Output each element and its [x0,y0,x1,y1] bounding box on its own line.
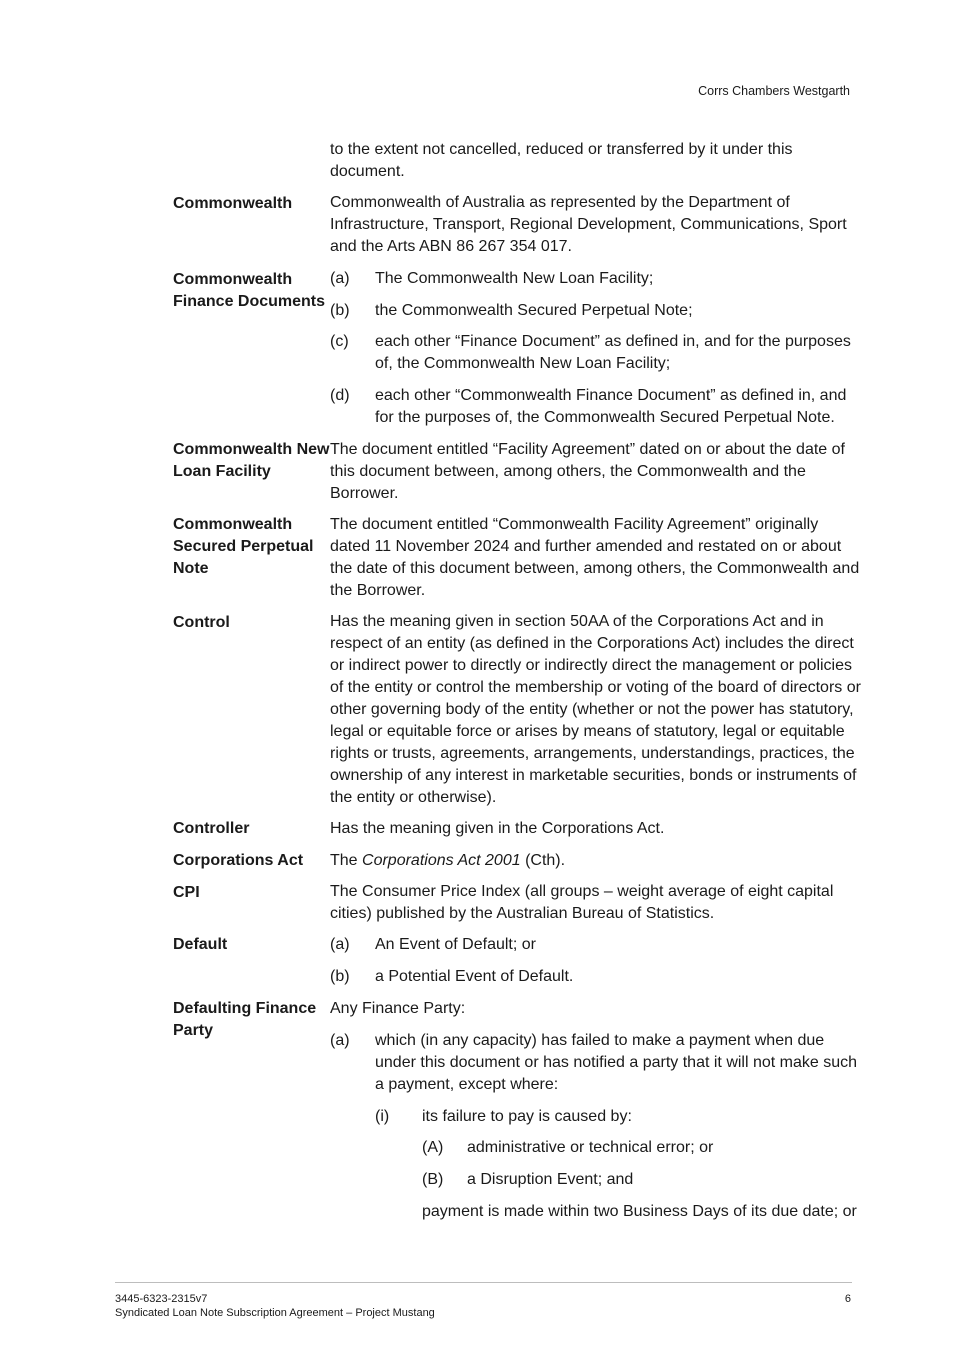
term-default: Default [173,936,228,953]
def-text-italic: Corporations Act 2001 [362,852,521,869]
term-defaulting-finance-party: Defaulting Finance Party [173,1000,317,1039]
list-item: each other “Finance Document” as defined in, and for the purposes of, the Commonwealth New Loan Facility; [375,333,851,372]
list-label: (d) [330,387,350,404]
list-item: which (in any capacity) has failed to make a payment when due under this document or has notified a party that it will not make such a payment, except where: [375,1032,858,1093]
term-line-2: Finance Documents [173,293,326,310]
footer-doc-title: Syndicated Loan Note Subscription Agreement – Project Mustang [115,1307,435,1319]
term-commonwealth-new-loan-facility: Commonwealth New Loan Facility [173,441,330,480]
footer-divider [115,1282,852,1283]
footer-doc-ref: 3445-6323-2315v7 [115,1293,208,1305]
def-corporations-act [330,850,862,872]
sublist-tail-text: payment is made within two Business Days of its due date; or [422,1203,857,1220]
subsublist-label: (A) [422,1139,444,1156]
term-control: Control [173,614,230,631]
list-label: (a) [330,1032,350,1049]
list-item: the Commonwealth Secured Perpetual Note; [375,302,693,319]
term-cpi: CPI [173,884,200,901]
def-text-suffix: (Cth). [520,852,566,869]
def-commonwealth-new-loan-facility: The document entitled “Facility Agreement” dated on or about the date of this document between, among others, the Commonwealth and the Borrower. [330,441,845,502]
list-label: (c) [330,333,349,350]
list-label: (a) [330,270,350,287]
header-firm-name: Corrs Chambers Westgarth [698,84,850,98]
term-controller: Controller [173,820,250,837]
def-control: Has the meaning given in section 50AA of the Corporations Act and in respect of an entity (as defined in the Corporations Act) includes the direct or indirect power to directly or indirectly direct the management or policies of the entity or control the membership or voting of the board of directors or other governing body of the entity (whether or not the power has statutory, legal or equitable force or arises by means of statutory, legal or equitable rights or trusts, agreements, arrangements, understandings, practices, the ownership of any interest in marketable securities, bonds or instruments of the entity or otherwise). [330,613,861,806]
term-commonwealth-secured-perpetual-note: Commonwealth Secured Perpetual Note [173,516,314,577]
term-corporations-act: Corporations Act [173,852,304,869]
list-item: The Commonwealth New Loan Facility; [375,270,654,287]
def-controller: Has the meaning given in the Corporations Act. [330,820,665,837]
subsublist-item: administrative or technical error; or [467,1139,714,1156]
def-defaulting-finance-party-intro: Any Finance Party: [330,1000,466,1017]
term-commonwealth: Commonwealth [173,195,293,212]
term-commonwealth-finance-documents [173,269,333,313]
def-commonwealth-secured-perpetual-note: The document entitled “Commonwealth Facility Agreement” originally dated 11 November 2024 and further amended and restated on or about the date of this document between, among others, the Commonwealth and the Borrower. [330,516,860,599]
list-label: (b) [330,968,350,985]
list-item: a Potential Event of Default. [375,968,574,985]
list-label: (b) [330,302,350,319]
subsublist-item: a Disruption Event; and [467,1171,634,1188]
continuation-text: to the extent not cancelled, reduced or transferred by it under this document. [330,141,793,180]
list-label: (a) [330,936,350,953]
term-line-1: Commonwealth [173,271,293,288]
def-cpi: The Consumer Price Index (all groups – weight average of eight capital cities) published by the Australian Bureau of Statistics. [330,883,834,922]
list-item: each other “Commonwealth Finance Document” as defined in, and for the purposes of, the Commonwealth Secured Perpetual Note. [375,387,847,426]
list-item: An Event of Default; or [375,936,536,953]
def-commonwealth: Commonwealth of Australia as represented by the Department of Infrastructure, Transport, Regional Development, Communications, Sport and the Arts ABN 86 267 354 017. [330,194,847,255]
def-text-prefix: The [330,852,363,869]
footer-page-number: 6 [844,1293,851,1305]
sublist-label: (i) [375,1108,390,1125]
sublist-item: its failure to pay is caused by: [422,1108,632,1125]
subsublist-label: (B) [422,1171,444,1188]
